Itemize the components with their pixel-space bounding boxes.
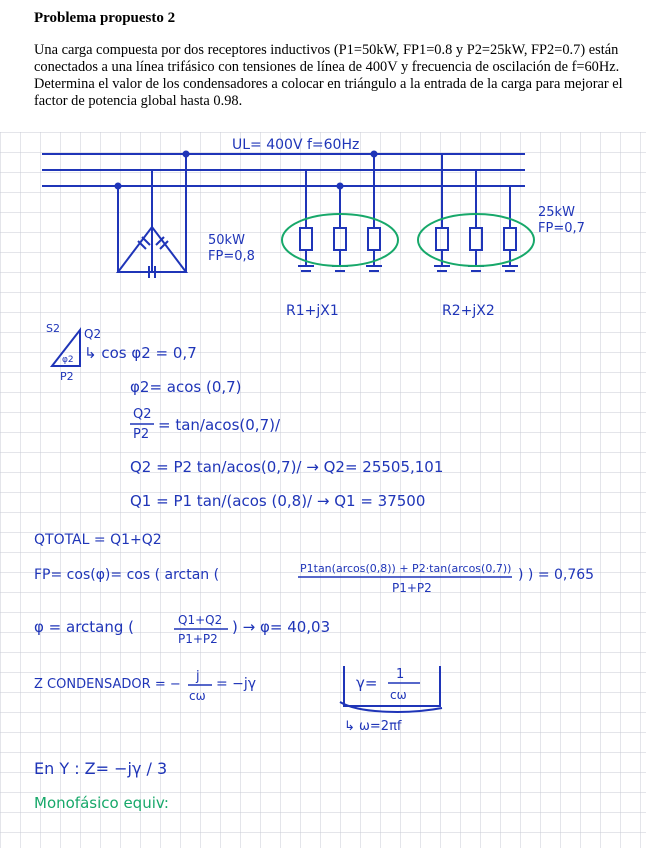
triangle-p: P2 bbox=[60, 370, 74, 383]
tan-acos-line: = tan/acos(0,7)/ bbox=[158, 416, 281, 434]
triangle-phi: φ2 bbox=[62, 355, 74, 365]
gamma-numerator: 1 bbox=[396, 667, 405, 682]
triangle-q: Q2 bbox=[84, 327, 102, 341]
phi2-acos-line: φ2= acos (0,7) bbox=[130, 378, 242, 396]
grid-paper bbox=[0, 132, 646, 848]
problem-statement: Una carga compuesta por dos receptores inductivos (P1=50kW, FP1=0.8 y P2=25kW, FP2=0.7) están conectados a una línea trifásico con tensiones de línea de 400V y frecuencia de oscilación de f=60Hz. Determina el valor de los condensadores a colocar en triángulo a la entrada de la carga para mejorar el factor de potencia global hasta 0.98. bbox=[34, 42, 623, 109]
q2-over-p2-num: Q2 bbox=[133, 407, 152, 422]
cos-phi2-line: ↳ cos φ2 = 0,7 bbox=[84, 344, 197, 362]
gamma-label: γ= bbox=[356, 674, 378, 692]
load2-impedance: R2+jX2 bbox=[442, 303, 495, 319]
load1-power: 50kW bbox=[208, 233, 245, 248]
z-condensador-num: j bbox=[196, 669, 200, 684]
omega-note: ↳ ω=2πf bbox=[344, 719, 402, 734]
monofasico-line: Monofásico equiv: bbox=[34, 794, 169, 812]
problem-header bbox=[0, 0, 646, 130]
load1-fp: FP=0,8 bbox=[208, 249, 255, 264]
fp-formula-start: FP= cos(φ)= cos ( arctan ( bbox=[34, 567, 220, 583]
q2-over-p2-den: P2 bbox=[133, 427, 150, 442]
problem-title: Problema propuesto 2 bbox=[34, 10, 176, 26]
qtotal-line: QTOTAL = Q1+Q2 bbox=[34, 532, 162, 548]
load2-power: 25kW bbox=[538, 205, 575, 220]
triangle-s: S2 bbox=[46, 322, 60, 335]
phi-formula-start: φ = arctang ( bbox=[34, 618, 134, 636]
phi-formula-numerator: Q1+Q2 bbox=[178, 613, 223, 627]
phi-formula-result: ) → φ= 40,03 bbox=[232, 618, 331, 636]
fp-formula-numerator: P1tan(arcos(0,8)) + P2·tan(arcos(0,7)) bbox=[300, 562, 512, 575]
fp-formula-result: ) ) = 0,765 bbox=[518, 567, 595, 583]
load2-fp: FP=0,7 bbox=[538, 221, 585, 236]
gamma-denominator: cω bbox=[390, 688, 407, 702]
q2-result-line: Q2 = P2 tan/acos(0,7)/ → Q2= 25505,101 bbox=[130, 458, 444, 476]
z-condensador-den: cω bbox=[189, 689, 206, 703]
fp-formula-denominator: P1+P2 bbox=[392, 581, 432, 595]
circuit-label: UL= 400V f=60Hz bbox=[232, 137, 360, 153]
star-impedance-line: En Y : Z= −jγ / 3 bbox=[34, 759, 168, 778]
q1-result-line: Q1 = P1 tan/(acos (0,8)/ → Q1 = 37500 bbox=[130, 492, 426, 510]
z-condensador-result: = −jγ bbox=[216, 676, 257, 692]
load1-impedance: R1+jX1 bbox=[286, 303, 339, 319]
handwritten-sheet bbox=[0, 132, 646, 848]
z-condensador-start: Z CONDENSADOR = − bbox=[34, 677, 181, 692]
phi-formula-denominator: P1+P2 bbox=[178, 632, 218, 646]
